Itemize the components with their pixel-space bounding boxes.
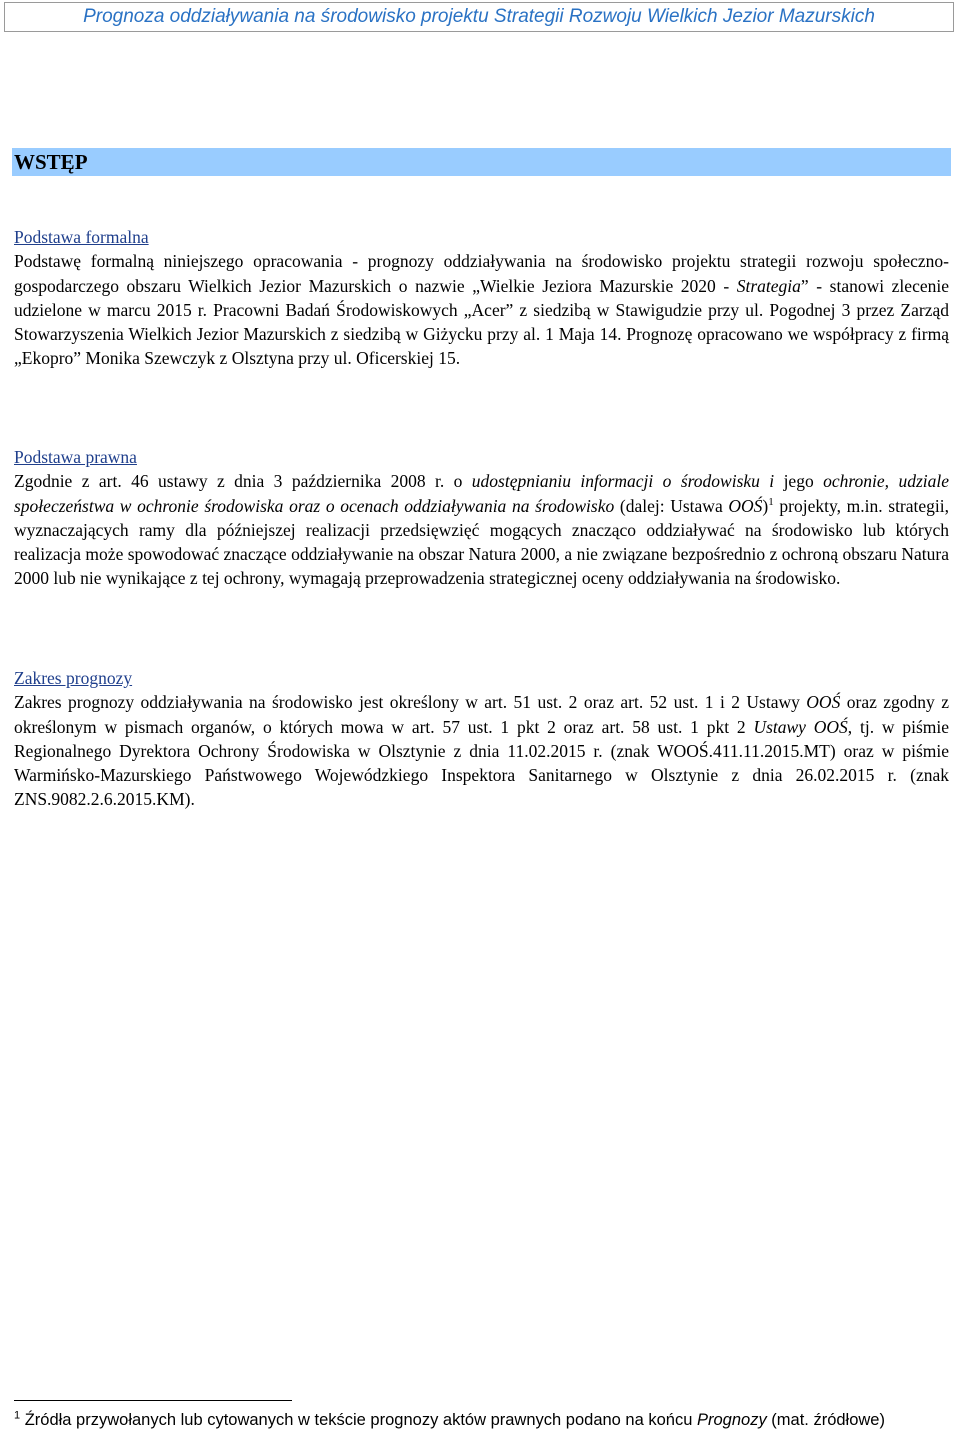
footnote-number: 1 [14, 1409, 21, 1422]
scope-paragraph [14, 690, 949, 811]
formal-basis-heading: Podstawa formalna [14, 227, 149, 247]
footnote-separator [14, 1400, 292, 1401]
running-header-title: Prognoza oddziaływania na środowisko projektu Strategii Rozwoju Wielkich Jezior Mazurskich [83, 6, 875, 27]
scope-section [14, 666, 949, 812]
formal-basis-section [14, 225, 949, 371]
section-title-bar [12, 148, 951, 176]
formal-basis-text-italic: Strategia [736, 275, 801, 296]
formal-basis-paragraph [14, 249, 949, 370]
legal-basis-text-4: projekty, m.in. strategii, wyznaczających ramy dla późniejszej realizacji przedsięwzięć mogących znacząco oddziaływać na środowisko lub których realizacja może spowodować znaczące oddziaływanie na obszar Natura 2000, a nie związane bezpośrednio z ochroną obszaru Natura 2000 lub nie wynikające z tej ochrony, wymagają przeprowadzenia strategicznej oceny oddziaływania na środowisko. [14, 495, 950, 589]
legal-basis-paragraph [14, 469, 949, 590]
footnote [14, 1409, 949, 1431]
section-title: WSTĘP [14, 150, 88, 174]
legal-basis-text-italic-3: OOŚ [728, 495, 763, 516]
legal-basis-text-3: (dalej: Ustawa [614, 495, 729, 516]
scope-text-3: , tj. w piśmie Regionalnego Dyrektora Ochrony Środowiska w Olsztynie z dnia 11.02.2015 r. (znak WOOŚ.411.11.2015.MT) oraz w piśmie Warmińsko-Mazurskiego Państwowego Wojewódzkiego Inspektora Sanitarnego w Olsztynie z dnia 26.02.2015 r. (znak ZNS.9082.2.6.2015.KM). [14, 716, 950, 810]
scope-text-italic-1: OOŚ [806, 692, 841, 713]
scope-text-italic-2: Ustawy OOŚ [753, 716, 848, 737]
legal-basis-text-italic-1: udostępnianiu informacji o środowisku i [471, 471, 775, 492]
formal-basis-text-2: ” - stanowi zlecenie udzielone w marcu 2015 r. Pracowni Badań Środowiskowych „Acer” z siedzibą w Stawigudzie przy ul. Pogodnej 3 przez Zarząd Stowarzyszenia Wielkich Jezior Mazurskich z siedzibą w Giżycku przy al. 1 Maja 14. Prognozę opracowano we współpracy z firmą „Ekopro” Monika Szewczyk z Olsztyna przy ul. Oficerskiej 15. [14, 275, 949, 369]
legal-basis-text-2: jego [774, 471, 824, 492]
scope-text-1: Zakres prognozy oddziaływania na środowisko jest określony w art. 51 ust. 2 oraz art. 52 ust. 1 i 2 Ustawy [14, 692, 807, 713]
scope-text-2: oraz zgodny z określonym w pismach organów, o których mowa w art. 57 ust. 1 pkt 2 oraz art. 58 ust. 1 pkt 2 [14, 692, 949, 737]
footnote-text-1: Źródła przywołanych lub cytowanych w tekście prognozy aktów prawnych podano na końcu [20, 1411, 697, 1429]
legal-basis-heading: Podstawa prawna [14, 447, 137, 467]
legal-basis-text-close: ) [762, 495, 769, 516]
footnote-reference[interactable]: 1 [768, 495, 774, 508]
legal-basis-section [14, 445, 949, 591]
legal-basis-text-italic-2: ochronie, udziale społeczeństwa w ochronie środowiska oraz o ocenach oddziaływania na środowisko [14, 471, 949, 516]
footnote-text-italic: Prognozy [696, 1411, 767, 1429]
scope-heading: Zakres prognozy [14, 668, 133, 688]
running-header [4, 2, 954, 32]
legal-basis-text-1: Zgodnie z art. 46 ustawy z dnia 3 października 2008 r. o [14, 471, 472, 492]
footnote-text-2: (mat. źródłowe) [766, 1411, 885, 1429]
formal-basis-text-1: Podstawę formalną niniejszego opracowania - prognozy oddziaływania na środowisko projektu strategii rozwoju społeczno-gospodarczego obszaru Wielkich Jezior Mazurskich o nazwie „Wielkie Jeziora Mazurskie 2020 - [14, 251, 949, 296]
